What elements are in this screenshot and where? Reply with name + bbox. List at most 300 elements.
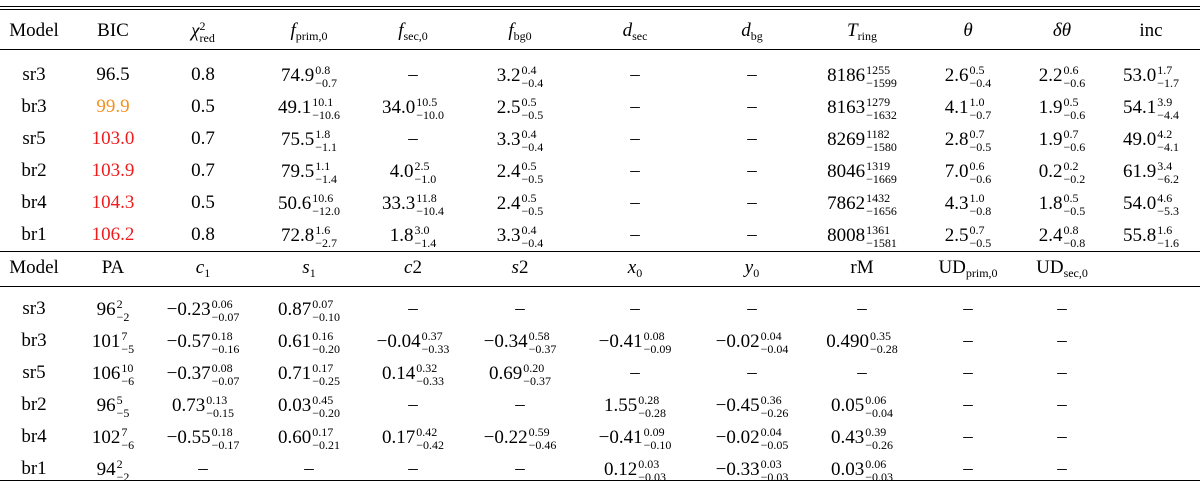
hdr-fprim-sym: f [290, 20, 296, 41]
t2-sr3-pa-value: 96 [96, 299, 116, 321]
t2-br3-s2-lower-err: −0.37 [528, 342, 557, 356]
t1-br1-fsec-lower-err: −1.4 [414, 236, 437, 250]
t2-br4-uds: – [1057, 426, 1067, 447]
t1-sr3-dtheta-value: 2.2 [1038, 65, 1063, 87]
t1-br4-fprim [278, 192, 340, 218]
t2-sr5-uds: – [1057, 362, 1067, 383]
t1-br4-dsec: – [630, 192, 640, 213]
t1-br2-bic: 103.9 [91, 160, 135, 181]
t2-br4-rm [831, 426, 893, 452]
t1-br2-tring-upper-err: 1319 [866, 159, 891, 173]
t1-sr3-fsec [408, 64, 418, 86]
t2-br4-c1-lower-err: −0.17 [211, 438, 240, 452]
t2-br3-model: br3 [21, 330, 47, 351]
t1-br3-tring-value: 8163 [827, 97, 866, 119]
t1-br4-dtheta-value: 1.8 [1038, 193, 1063, 215]
t2-br2-c2 [408, 394, 418, 416]
t1-br4-model: br4 [21, 192, 47, 213]
t2-br2-x0-upper-err: 0.28 [638, 393, 660, 407]
t2-sr5-x0 [630, 362, 640, 384]
hdr2-y0-sym: y [744, 257, 754, 278]
t1-br4-fsec-lower-err: −10.4 [416, 204, 445, 218]
t2-sr5-x0-value: – [630, 362, 640, 383]
t1-br2-dtheta-lower-err: −0.2 [1063, 172, 1086, 186]
t2-br3-rm-value: 0.490 [826, 331, 869, 353]
t1-sr3-fprim-value: 74.9 [280, 65, 315, 87]
t1-br4-inc [1123, 192, 1179, 218]
t2-br3-c1-upper-err: 0.18 [211, 329, 233, 343]
hdr-tring-sym: T [847, 20, 858, 41]
t1-sr3-chi: 0.8 [191, 64, 215, 85]
t1-br3-fbg [497, 96, 544, 122]
t1-sr5-tring-lower-err: −1580 [866, 140, 897, 154]
t1-sr5-tring-value: 8269 [827, 129, 866, 151]
t1-br4-fbg [497, 192, 544, 218]
t1-br1-inc-upper-err: 1.6 [1157, 223, 1173, 237]
t1-br2-fbg [497, 160, 544, 186]
t2-sr3-s1 [278, 298, 340, 324]
t1-br2-theta-value: 7.0 [944, 161, 969, 183]
t2-br1-model: br1 [21, 458, 47, 479]
t2-sr5-s1-upper-err: 0.17 [312, 361, 334, 375]
hdr-fsec [398, 20, 428, 47]
t2-br2-y0-upper-err: 0.36 [760, 393, 782, 407]
t2-br2-x0-lower-err: −0.28 [638, 406, 667, 420]
t1-br3-tring-lower-err: −1632 [866, 108, 897, 122]
t1-br2-dbg: – [747, 160, 757, 181]
t1-br2-dtheta [1039, 160, 1086, 186]
t2-br3-c2 [377, 330, 450, 356]
hdr2-s1 [302, 257, 315, 284]
t2-br4-c2-upper-err: 0.42 [416, 425, 438, 439]
t1-br4-fbg-upper-err: 0.5 [521, 191, 537, 205]
t2-br4-s1-value: 0.60 [277, 427, 312, 449]
t1-br3-fsec-upper-err: 10.5 [416, 95, 438, 109]
t1-br3-fbg-lower-err: −0.5 [521, 108, 544, 122]
t1-br1-fsec-upper-err: 3.0 [414, 223, 430, 237]
t1-br1-model: br1 [21, 224, 47, 245]
hdr2-udsec [1036, 257, 1088, 284]
t2-sr5-c2-upper-err: 0.32 [416, 361, 438, 375]
t1-br2-inc [1123, 160, 1179, 186]
hdr2-x0 [628, 257, 642, 284]
t1-sr3-fbg-upper-err: 0.4 [521, 63, 537, 77]
hdr-chi-sym: χ [191, 20, 200, 42]
t2-br1-c2-value: – [408, 458, 418, 479]
t1-br2-dtheta-value: 0.2 [1038, 161, 1063, 183]
t2-br3-c2-value: −0.04 [376, 331, 421, 353]
t1-br1-tring-value: 8008 [827, 225, 866, 247]
t1-sr3-fbg-value: 3.2 [496, 65, 521, 87]
hdr-inc: inc [1139, 20, 1163, 41]
t2-br1-rm [831, 458, 893, 484]
t1-sr5-theta-upper-err: 0.7 [969, 127, 985, 141]
t2-br2-udp: – [963, 394, 973, 415]
hdr2-x0-sub: 0 [636, 266, 643, 280]
t1-br3-fbg-value: 2.5 [496, 97, 521, 119]
t2-br1-uds: – [1057, 458, 1067, 479]
hdr2-s2-tail: 2 [518, 257, 529, 278]
t2-br1-udp: – [963, 458, 973, 479]
t1-br3-inc [1123, 96, 1179, 122]
hdr-fsec-sym: f [398, 20, 404, 41]
t2-br2-pa-upper-err: 5 [116, 393, 123, 407]
t1-sr3-inc-value: 53.0 [1122, 65, 1157, 87]
t2-br2-pa-value: 96 [96, 395, 116, 417]
hdr-dbg-sub: bg [750, 29, 763, 43]
t1-br4-fbg-value: 2.4 [496, 193, 521, 215]
t1-br3-model: br3 [21, 96, 47, 117]
t2-br1-s2 [515, 458, 525, 480]
t1-br2-fprim-value: 79.5 [280, 161, 315, 183]
t2-br4-c1-value: −0.55 [166, 427, 211, 449]
t2-br3-x0 [599, 330, 672, 356]
t1-sr5-fbg-lower-err: −0.4 [521, 140, 544, 154]
t2-br1-rm-upper-err: 0.06 [865, 457, 887, 471]
t1-sr5-fprim [281, 128, 337, 154]
hdr-chi-sub: red [199, 31, 215, 45]
t1-br4-dtheta-lower-err: −0.5 [1063, 204, 1086, 218]
t2-sr5-c2-value: 0.14 [381, 363, 416, 385]
t2-br1-y0-lower-err: −0.03 [760, 470, 789, 484]
t2-sr5-pa-value: 106 [91, 363, 121, 385]
t2-br1-c1-value: – [198, 458, 208, 479]
t1-sr3-bic: 96.5 [96, 64, 130, 85]
t1-br3-fprim [278, 96, 340, 122]
t1-br4-theta-lower-err: −0.8 [969, 204, 992, 218]
t1-sr3-tring-lower-err: −1599 [866, 76, 897, 90]
t2-sr5-s1 [278, 362, 340, 388]
t2-br4-c2 [382, 426, 444, 452]
t2-sr3-c1-lower-err: −0.07 [211, 310, 240, 324]
t1-br1-tring-lower-err: −1581 [866, 236, 897, 250]
hdr2-udprim-sym: UD [938, 257, 966, 278]
hdr2-x0-sym: x [627, 257, 637, 278]
t2-br3-y0-upper-err: 0.04 [760, 329, 782, 343]
t2-br1-s1-value: – [304, 458, 314, 479]
t2-br3-s1 [278, 330, 340, 356]
t1-br1-fprim [281, 224, 337, 250]
t2-sr5-c1-lower-err: −0.07 [211, 374, 240, 388]
t1-sr5-dbg: – [747, 128, 757, 149]
header-rule-1 [0, 49, 1200, 50]
hdr-theta: θ [963, 20, 973, 41]
t1-sr5-tring [827, 128, 897, 154]
hdr-chi2red [191, 20, 215, 44]
hdr-fprim-sub: prim,0 [295, 29, 328, 43]
t2-br2-rm-upper-err: 0.06 [865, 393, 887, 407]
t1-br2-fprim-upper-err: 1.1 [315, 159, 331, 173]
t1-sr3-theta [945, 64, 992, 90]
t2-br3-c1-lower-err: −0.16 [211, 342, 240, 356]
hdr2-y0 [745, 257, 759, 284]
t2-sr3-s1-lower-err: −0.10 [312, 310, 341, 324]
t2-sr5-s2-value: 0.69 [488, 363, 523, 385]
t1-sr3-fprim-upper-err: 0.8 [315, 63, 331, 77]
t1-br1-tring [827, 224, 897, 250]
t1-br1-dtheta-value: 2.4 [1038, 225, 1063, 247]
t1-sr3-fprim [281, 64, 337, 90]
t2-br1-c1 [198, 458, 208, 480]
t1-sr5-model: sr5 [22, 128, 46, 149]
t2-br3-pa-value: 101 [91, 331, 121, 353]
hdr2-udprim-sub: prim,0 [965, 266, 998, 280]
t2-sr3-uds: – [1057, 298, 1067, 319]
t2-br4-s2-lower-err: −0.46 [528, 438, 557, 452]
t2-br4-rm-upper-err: 0.39 [865, 425, 887, 439]
t2-sr5-s2-upper-err: 0.20 [523, 361, 545, 375]
t2-br3-x0-upper-err: 0.08 [643, 329, 665, 343]
t2-sr5-c2 [382, 362, 444, 388]
t1-br1-bic: 106.2 [91, 224, 135, 245]
t1-sr3-dbg: – [747, 64, 757, 85]
top-rule-2 [0, 9, 1200, 10]
t2-br1-c2 [408, 458, 418, 480]
hdr2-s2 [512, 257, 529, 279]
t1-br1-dtheta [1039, 224, 1086, 250]
t2-br1-y0-value: −0.33 [715, 459, 760, 481]
t1-sr3-inc-lower-err: −1.7 [1157, 76, 1180, 90]
t1-br1-inc-value: 55.8 [1122, 225, 1157, 247]
t1-sr3-dsec: – [630, 64, 640, 85]
t1-sr5-fbg [497, 128, 544, 154]
t2-br1-x0-lower-err: −0.03 [638, 470, 667, 484]
t1-br3-bic: 99.9 [96, 96, 130, 117]
t1-br2-chi: 0.7 [191, 160, 215, 181]
t2-br4-c1-upper-err: 0.18 [211, 425, 233, 439]
hdr2-s1-sub: 1 [309, 266, 316, 280]
t2-br2-y0-value: −0.45 [715, 395, 760, 417]
t2-br1-pa [97, 458, 130, 484]
header-rule-2 [0, 286, 1200, 287]
t1-br3-theta-value: 4.1 [944, 97, 969, 119]
t1-sr3-tring-upper-err: 1255 [866, 63, 891, 77]
t2-br4-pa-upper-err: 7 [121, 425, 128, 439]
t2-sr3-c1-value: −0.23 [166, 299, 211, 321]
t2-br2-x0 [604, 394, 666, 420]
t1-sr5-tring-upper-err: 1182 [866, 127, 890, 141]
t2-br3-rm-upper-err: 0.35 [869, 329, 891, 343]
t2-sr5-pa-lower-err: −6 [121, 374, 135, 388]
hdr2-c1-sub: 1 [204, 266, 211, 280]
t1-br1-dbg: – [747, 224, 757, 245]
t1-br4-theta-value: 4.3 [944, 193, 969, 215]
t2-sr3-y0 [747, 298, 757, 320]
t2-br4-s2-upper-err: 0.59 [528, 425, 550, 439]
t2-br3-c2-lower-err: −0.33 [421, 342, 450, 356]
t2-br2-c1-lower-err: −0.15 [206, 406, 235, 420]
t1-sr5-bic: 103.0 [91, 128, 135, 149]
t2-br2-x0-value: 1.55 [603, 395, 638, 417]
t2-br3-rm [826, 330, 898, 356]
hdr2-udsec-sym: UD [1036, 257, 1064, 278]
t2-br4-pa-value: 102 [91, 427, 121, 449]
t2-br4-s1-upper-err: 0.17 [312, 425, 334, 439]
t1-sr3-theta-upper-err: 0.5 [969, 63, 985, 77]
t2-br3-uds: – [1057, 330, 1067, 351]
t1-br4-fprim-lower-err: −12.0 [312, 204, 341, 218]
t2-sr3-rm [857, 298, 867, 320]
t1-br1-fbg-upper-err: 0.4 [521, 223, 537, 237]
hdr2-udsec-sub: sec,0 [1063, 266, 1088, 280]
t1-sr3-inc [1123, 64, 1179, 90]
t2-sr3-udp: – [963, 298, 973, 319]
t1-sr5-dtheta-value: 1.9 [1038, 129, 1063, 151]
t2-br2-c2-value: – [408, 394, 418, 415]
t2-br4-y0-upper-err: 0.04 [760, 425, 782, 439]
t1-br2-tring-value: 8046 [827, 161, 866, 183]
t2-br4-c2-value: 0.17 [381, 427, 416, 449]
t1-br1-fsec [390, 224, 437, 250]
t1-br3-theta-upper-err: 1.0 [969, 95, 985, 109]
t2-br1-s2-value: – [515, 458, 525, 479]
t2-br3-s1-value: 0.61 [277, 331, 312, 353]
t1-sr3-fbg [497, 64, 544, 90]
t1-br1-inc [1123, 224, 1179, 250]
t1-br4-bic: 104.3 [91, 192, 135, 213]
t1-br4-fprim-upper-err: 10.6 [312, 191, 334, 205]
t2-sr5-s1-lower-err: −0.25 [312, 374, 341, 388]
t1-br4-tring [827, 192, 897, 218]
t1-br4-inc-upper-err: 4.6 [1157, 191, 1173, 205]
t2-sr3-y0-value: – [747, 298, 757, 319]
t2-br1-pa-upper-err: 2 [116, 457, 123, 471]
t1-sr3-inc-upper-err: 1.7 [1157, 63, 1173, 77]
t1-br2-fsec [390, 160, 437, 186]
t1-sr5-inc [1123, 128, 1179, 154]
t1-br3-dtheta-lower-err: −0.6 [1063, 108, 1086, 122]
t2-br3-udp: – [963, 330, 973, 351]
t2-sr5-c1 [167, 362, 240, 388]
t2-br3-s2-upper-err: 0.58 [528, 329, 550, 343]
t1-br2-dsec: – [630, 160, 640, 181]
top-rule-1 [0, 6, 1200, 7]
t2-br4-x0-lower-err: −0.10 [643, 438, 672, 452]
t1-br4-tring-value: 7862 [827, 193, 866, 215]
t2-sr3-rm-value: – [857, 298, 867, 319]
t2-br4-x0 [599, 426, 672, 452]
t1-br3-inc-lower-err: −4.4 [1157, 108, 1180, 122]
hdr-tring-sub: ring [857, 29, 877, 43]
t2-sr5-y0 [747, 362, 757, 384]
t1-sr3-dtheta-lower-err: −0.6 [1063, 76, 1086, 90]
t1-sr5-chi: 0.7 [191, 128, 215, 149]
hdr2-c2-tail: 2 [412, 257, 422, 278]
t1-br4-inc-value: 54.0 [1122, 193, 1157, 215]
t1-sr5-fprim-lower-err: −1.1 [315, 140, 338, 154]
t1-br2-fbg-upper-err: 0.5 [521, 159, 537, 173]
t2-sr5-model: sr5 [22, 362, 46, 383]
hdr2-c1 [196, 257, 210, 284]
t2-br4-rm-value: 0.43 [830, 427, 865, 449]
t2-sr3-s1-upper-err: 0.07 [312, 297, 334, 311]
t1-sr3-theta-lower-err: −0.4 [969, 76, 992, 90]
t1-br1-chi: 0.8 [191, 224, 215, 245]
t2-br2-s1-value: 0.03 [277, 395, 312, 417]
hdr-dsec-sym: d [622, 20, 633, 41]
t1-br1-dtheta-upper-err: 0.8 [1063, 223, 1079, 237]
t2-br4-y0 [716, 426, 789, 452]
hdr2-rm: rM [850, 257, 874, 278]
t1-br4-fbg-lower-err: −0.5 [521, 204, 544, 218]
t1-br1-fbg-lower-err: −0.4 [521, 236, 544, 250]
t1-br3-dtheta-value: 1.9 [1038, 97, 1063, 119]
t2-br2-s1-upper-err: 0.45 [312, 393, 334, 407]
t2-br3-c1 [167, 330, 240, 356]
t2-br4-s1 [278, 426, 340, 452]
t1-br2-fsec-lower-err: −1.0 [414, 172, 437, 186]
hdr-fbg-sub: bg0 [513, 29, 532, 43]
t1-br3-fbg-upper-err: 0.5 [521, 95, 537, 109]
t1-br1-fbg-value: 3.3 [496, 225, 521, 247]
t1-br3-dbg: – [747, 96, 757, 117]
t2-br3-x0-lower-err: −0.09 [643, 342, 672, 356]
t1-sr3-dtheta [1039, 64, 1086, 90]
t1-sr5-fprim-upper-err: 1.8 [315, 127, 331, 141]
t2-sr5-s2 [489, 362, 551, 388]
t2-sr3-c1-upper-err: 0.06 [211, 297, 233, 311]
t2-sr5-c1-value: −0.37 [166, 363, 211, 385]
t2-br1-pa-value: 94 [96, 459, 116, 481]
t1-sr3-dtheta-upper-err: 0.6 [1063, 63, 1079, 77]
t1-br3-tring [827, 96, 897, 122]
t2-br3-y0-lower-err: −0.04 [760, 342, 789, 356]
t2-br3-pa-lower-err: −5 [121, 342, 135, 356]
t2-br4-c1 [167, 426, 240, 452]
t1-br4-fsec-upper-err: 11.8 [416, 191, 437, 205]
t1-br3-fsec-value: 34.0 [381, 97, 416, 119]
t2-sr3-model: sr3 [22, 298, 46, 319]
t2-sr5-rm [857, 362, 867, 384]
t1-br4-dbg: – [747, 192, 757, 213]
t2-br2-y0 [716, 394, 789, 420]
t1-sr5-fprim-value: 75.5 [280, 129, 315, 151]
t2-br4-pa [92, 426, 134, 452]
t2-br4-x0-upper-err: 0.09 [643, 425, 665, 439]
t2-br1-x0-value: 0.12 [603, 459, 638, 481]
t2-br2-model: br2 [21, 394, 47, 415]
t1-br1-dsec: – [630, 224, 640, 245]
t2-br2-rm-lower-err: −0.04 [865, 406, 894, 420]
t1-sr3-tring-value: 8186 [827, 65, 866, 87]
t1-br2-dtheta-upper-err: 0.2 [1063, 159, 1079, 173]
t2-br2-pa [97, 394, 130, 420]
hdr2-s2-sym: s [511, 257, 519, 278]
t2-sr3-x0 [630, 298, 640, 320]
t2-br1-y0 [716, 458, 789, 484]
hdr2-c2 [404, 257, 422, 279]
t2-br1-y0-upper-err: 0.03 [760, 457, 782, 471]
t2-sr3-pa-lower-err: −2 [116, 310, 130, 324]
t1-br2-tring-lower-err: −1669 [866, 172, 897, 186]
t1-br4-tring-lower-err: −1656 [866, 204, 897, 218]
t2-br4-s2-value: −0.22 [483, 427, 528, 449]
t2-sr5-s2-lower-err: −0.37 [523, 374, 552, 388]
hdr2-model: Model [9, 257, 59, 278]
t1-sr5-dtheta-lower-err: −0.6 [1063, 140, 1086, 154]
hdr-fsec-sub: sec,0 [403, 29, 428, 43]
t1-br1-fprim-value: 72.8 [280, 225, 315, 247]
hdr-dsec-sub: sec [632, 29, 648, 43]
t1-br1-dtheta-lower-err: −0.8 [1063, 236, 1086, 250]
t2-br1-x0-upper-err: 0.03 [638, 457, 660, 471]
hdr2-y0-sub: 0 [753, 266, 760, 280]
t1-br3-dsec: – [630, 96, 640, 117]
t1-sr3-tring [827, 64, 897, 90]
t1-sr3-fprim-lower-err: −0.7 [315, 76, 338, 90]
t1-br1-theta-value: 2.5 [944, 225, 969, 247]
t2-br4-pa-lower-err: −6 [121, 438, 135, 452]
